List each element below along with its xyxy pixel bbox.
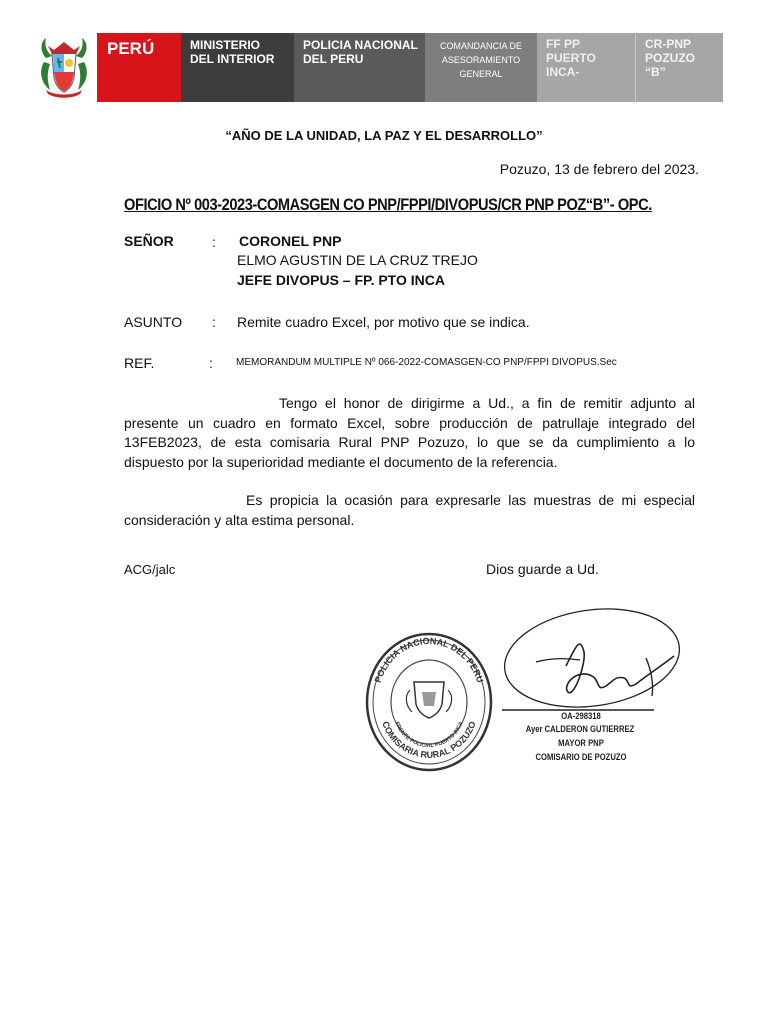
initials: ACG/jalc xyxy=(124,562,176,577)
handwritten-signature-icon xyxy=(496,606,696,716)
signature-name: Ayer CALDERON GUTIERREZ xyxy=(525,724,635,734)
oficio-number: OFICIO Nº 003-2023-COMASGEN CO PNP/FPPI/DIVOPUS/CR PNP POZ“B”- OPC. xyxy=(124,195,652,214)
header-ff-pp: FF PP PUERTO INCA- xyxy=(537,33,635,102)
peru-coat-of-arms-icon xyxy=(38,32,90,100)
asunto-separator: : xyxy=(212,314,216,330)
header-ministerio: MINISTERIO DEL INTERIOR xyxy=(181,33,294,102)
body-paragraph-2: Es propicia la ocasión para expresarle las muestras de mi especial consideración y alta estima personal. xyxy=(124,492,695,528)
recipient-label: SEÑOR xyxy=(124,233,174,249)
signature-role: COMISARIO DE POZUZO xyxy=(535,752,627,762)
recipient-title: JEFE DIVOPUS – FP. PTO INCA xyxy=(237,272,445,288)
ref-label: REF. xyxy=(124,355,155,371)
recipient-separator: : xyxy=(212,234,216,250)
body-paragraph-1: Tengo el honor de dirigirme a Ud., a fin de remitir adjunto al presente un cuadro en formato Excel, sobre producción de patrullaje integrado del 13FEB2023, de esta comisaria Rural PNP Pozuzo, lo que se da cumplimiento a lo dispuesto por la superioridad mediante el documento de la referencia. xyxy=(124,395,695,470)
document-date: Pozuzo, 13 de febrero del 2023. xyxy=(499,161,699,177)
signature-block xyxy=(496,606,696,782)
header-policia: POLICIA NACIONAL DEL PERU xyxy=(294,33,425,102)
stamp-outer-text: POLICIA NACIONAL DEL PERU xyxy=(372,635,486,684)
signature-rank: MAYOR PNP xyxy=(558,738,604,748)
closing-greeting: Dios guarde a Ud. xyxy=(486,561,599,577)
ref-text: MEMORANDUM MULTIPLE Nº 066-2022-COMASGEN-CO PNP/FPPI DIVOPUS.Sec xyxy=(236,357,617,368)
asunto-text: Remite cuadro Excel, por motivo que se indica. xyxy=(237,314,530,330)
asunto-label: ASUNTO xyxy=(124,314,183,330)
signature-cip: OA-298318 xyxy=(561,711,601,721)
ref-separator: : xyxy=(209,355,213,371)
stamp-bottom-text: COMISARIA RURAL POZUZO xyxy=(380,719,478,760)
recipient-name: ELMO AGUSTIN DE LA CRUZ TREJO xyxy=(237,252,478,268)
stamp-inner-text: FRENTE POLICIAL PUERTO INCA xyxy=(393,720,465,750)
year-motto: “AÑO DE LA UNIDAD, LA PAZ Y EL DESARROLLO” xyxy=(225,128,543,143)
header-cr-pnp: CR-PNP POZUZO “B” xyxy=(635,33,723,102)
police-seal-stamp-icon xyxy=(364,630,494,775)
header-peru: PERÚ xyxy=(97,33,181,102)
recipient-rank: CORONEL PNP xyxy=(239,233,342,249)
header-comandancia: COMANDANCIA DE ASESORAMIENTO GENERAL xyxy=(425,33,537,102)
